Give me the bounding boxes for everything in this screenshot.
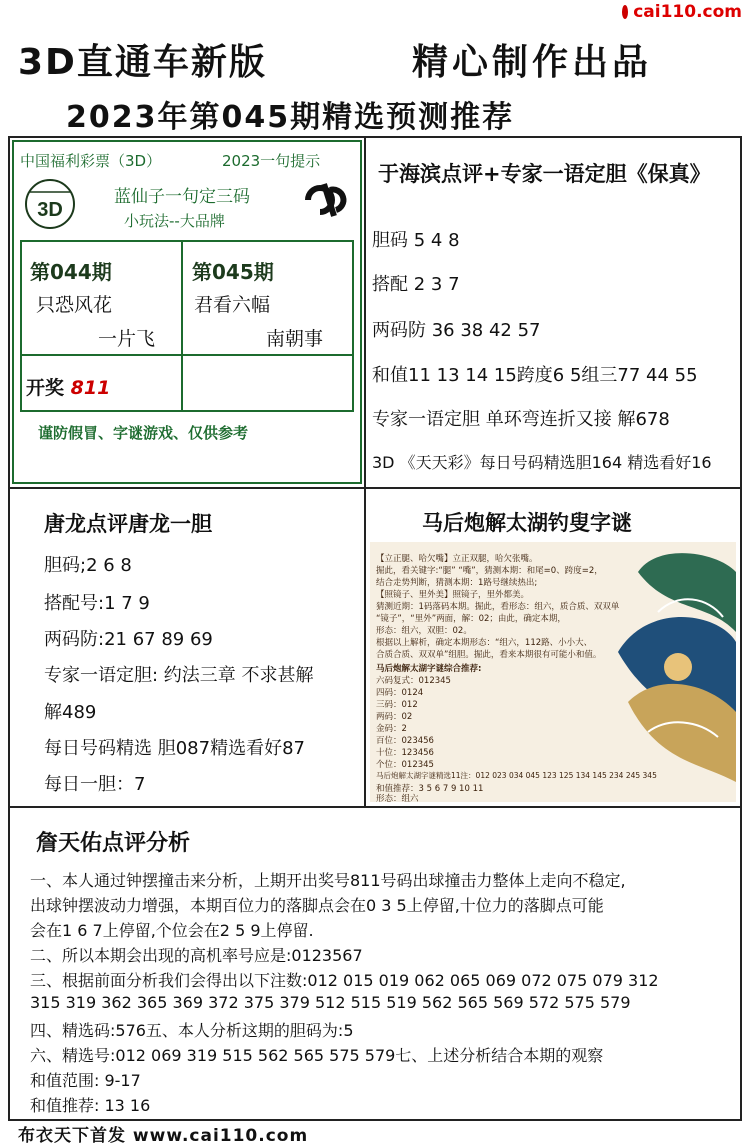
tanglong-line: 两码防:21 67 89 69 <box>44 629 213 650</box>
3d-logo-text: 3D <box>37 199 63 221</box>
yu-line: 两码防 36 38 42 57 <box>372 320 541 341</box>
tanglong-title: 唐龙点评唐龙一胆 <box>44 512 212 536</box>
zhan-tianyou-title: 詹天佑点评分析 <box>36 831 191 856</box>
site-tag-text: cai110.com <box>633 2 742 22</box>
puzzle-panel <box>370 542 736 802</box>
puzzle-line: 合质合质、双双单”组胆。掘此，看来本期很有可能小和值。 <box>376 650 602 660</box>
puzzle-line: 十位：123456 <box>376 748 434 758</box>
yu-line: 和值11 13 14 15跨度6 5组三77 44 55 <box>372 365 698 386</box>
puzzle-line: 两码：02 <box>376 712 413 722</box>
prize-label: 开奖 <box>26 377 65 399</box>
header-period-title: 2023年第045期精选预测推荐 <box>66 100 515 135</box>
analysis-line: 三、根据前面分析我们会得出以下注数:012 015 019 062 065 069 072 075 079 312 <box>30 971 659 990</box>
puzzle-line: 三码：012 <box>376 700 418 710</box>
tanglong-line: 每日号码精选 胆087精选看好87 <box>44 738 305 759</box>
yu-line: 搭配 2 3 7 <box>372 274 460 295</box>
grid-divider-h <box>20 354 354 356</box>
yu-line: 3D 《天天彩》每日号码精选胆164 精选看好16 <box>372 453 712 472</box>
puzzle-line: 个位：012345 <box>376 760 434 770</box>
puzzle-line: 四码：0124 <box>376 688 424 698</box>
tanglong-line: 解489 <box>44 702 97 723</box>
prev-riddle-line2: 一片飞 <box>98 328 156 350</box>
header-right-title: 精心制作出品 <box>412 42 653 83</box>
puzzle-line: 金码：2 <box>376 724 407 734</box>
puzzle-line: 形态：组六，双胆：02。 <box>376 626 472 636</box>
puzzle-line: 结合走势判断，猜测本期：1路号继续热出; <box>376 578 538 588</box>
prize-result <box>26 373 110 400</box>
tanglong-line: 搭配号:1 7 9 <box>44 593 150 614</box>
puzzle-line: 马后炮解太湖字谜综合推荐: <box>376 664 482 674</box>
3d-logo-icon <box>24 178 76 230</box>
analysis-line: 一、本人通过钟摆撞击来分析，上期开出奖号811号码出球撞击力整体上走向不稳定, <box>30 871 626 890</box>
analysis-line: 二、所以本期会出现的高机率号应是:0123567 <box>30 946 363 965</box>
puzzle-line: 和值推荐：3 5 6 7 9 10 11 <box>376 784 484 794</box>
site-tag[interactable] <box>622 0 750 24</box>
puzzle-line: 【照镜子、里外美】照镜子，里外都美。 <box>376 590 530 600</box>
puzzle-line: 百位：023456 <box>376 736 434 746</box>
cp-brand-icon <box>300 180 350 220</box>
site-logo-icon <box>622 5 628 19</box>
lottery-subtitle-2: 小玩法--大品牌 <box>124 212 225 230</box>
analysis-line: 会在1 6 7上停留,个位会在2 5 9上停留. <box>30 921 314 940</box>
yu-haibin-title: 于海滨点评+专家一语定胆《保真》 <box>378 162 711 186</box>
lottery-subtitle-1: 蓝仙子一句定三码 <box>114 187 250 207</box>
current-riddle-line1: 君看六幅 <box>194 294 271 316</box>
puzzle-line: 六码复式：012345 <box>376 676 451 686</box>
header-left-title: 3D直通车新版 <box>18 42 267 83</box>
puzzle-title: 马后炮解太湖钓叟字谜 <box>422 511 632 535</box>
prev-riddle-line1: 只恐风花 <box>36 294 113 316</box>
current-riddle-line2: 南朝事 <box>266 328 324 350</box>
tanglong-line: 每日一胆：7 <box>44 774 146 795</box>
puzzle-line: 猜测近期：1码落码本期。掘此，看形态：组六，质合质、双双单 <box>376 602 620 612</box>
lottery-card-title: 中国福利彩票（3D） <box>20 152 162 170</box>
analysis-line: 出球钟摆波动力增强，本期百位力的落脚点会在0 3 5上停留,十位力的落脚点可能 <box>30 896 604 915</box>
puzzle-line: 【立正腿、哈欠嘴】立正双腿，哈欠张嘴。 <box>376 554 538 564</box>
footer-source[interactable]: 布衣天下首发 www.cai110.com <box>18 1126 309 1146</box>
analysis-line: 四、精选码:576五、本人分析这期的胆码为:5 <box>30 1021 354 1040</box>
prev-period: 第044期 <box>30 260 112 284</box>
analysis-line: 315 319 362 365 369 372 375 379 512 515 519 562 565 569 572 575 579 <box>30 993 631 1012</box>
divider-top <box>8 487 742 489</box>
puzzle-line: 掘此，看关键字:“腿” “嘴”，猜测本期：和尾=0、跨度=2， <box>376 566 603 576</box>
puzzle-line: “镜子”，“里外”两面，解：02；由此，确定本期， <box>376 614 566 624</box>
puzzle-line: 根据以上解析，确定本期形态：“组六，112路、小小大、 <box>376 638 593 648</box>
current-period: 第045期 <box>192 260 274 284</box>
yu-line: 专家一语定胆 单环弯连折又接 解678 <box>372 409 670 430</box>
divider-bottom <box>8 806 742 808</box>
disclaimer-note: 谨防假冒、字谜游戏、仅供参考 <box>38 424 249 442</box>
vertical-divider <box>364 136 366 808</box>
tanglong-line: 专家一语定胆: 约法三章 不求甚解 <box>44 665 314 686</box>
puzzle-line: 形态：组六 <box>376 794 419 802</box>
wave-decoration-icon <box>598 542 736 802</box>
prize-value: 811 <box>70 377 111 399</box>
yu-line: 胆码 5 4 8 <box>372 230 460 251</box>
puzzle-line: 马后炮解太湖字谜精选11注：012 023 034 045 123 125 134 145 234 245 345 <box>376 771 657 780</box>
grid-divider-v <box>181 240 183 412</box>
lottery-card-date: 2023一句提示 <box>222 152 321 170</box>
analysis-line: 和值推荐: 13 16 <box>30 1096 151 1115</box>
analysis-line: 和值范围: 9-17 <box>30 1071 141 1090</box>
analysis-line: 六、精选号:012 069 319 515 562 565 575 579七、上述分析结合本期的观察 <box>30 1046 604 1065</box>
tanglong-line: 胆码;2 6 8 <box>44 555 132 576</box>
